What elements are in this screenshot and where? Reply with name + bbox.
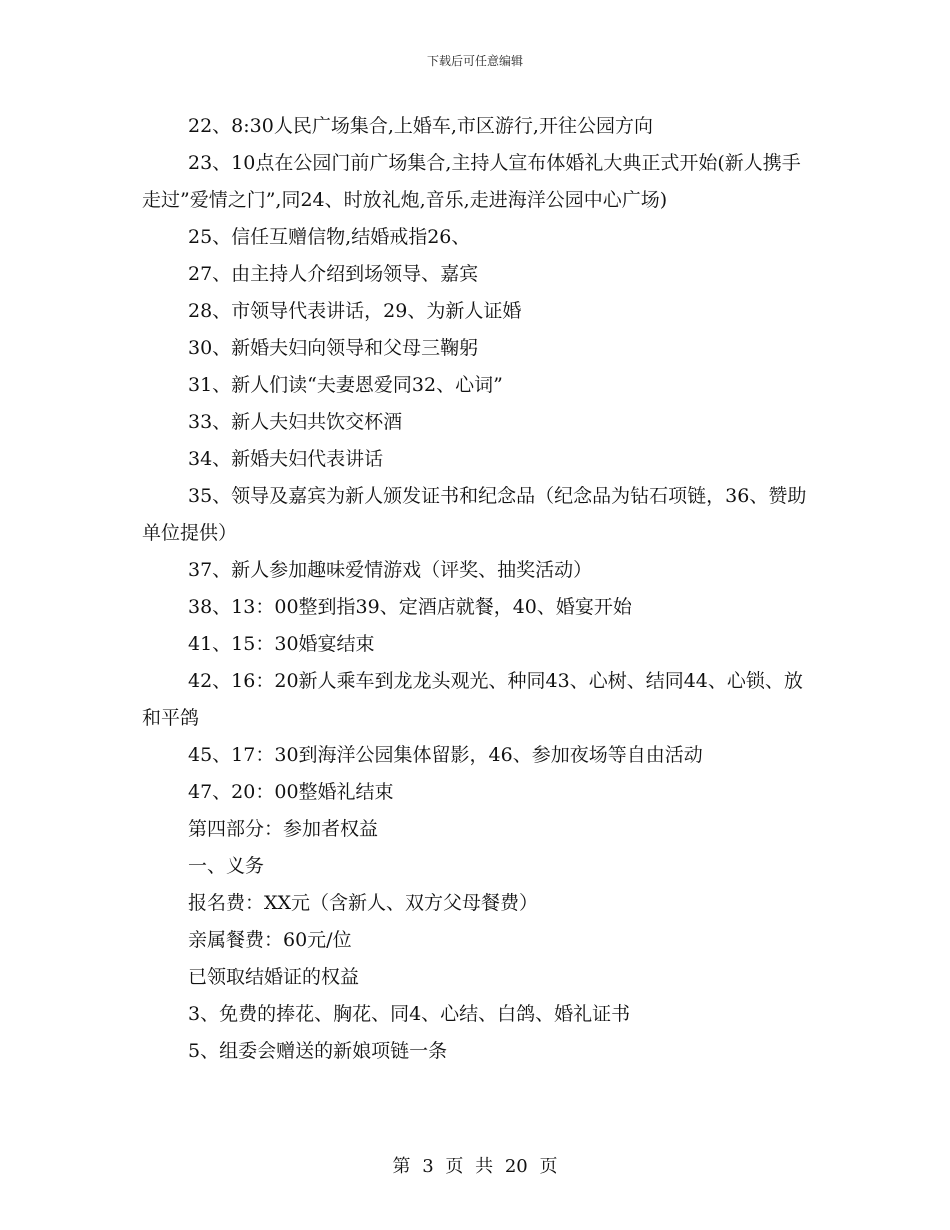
paragraph: 报名费：XX元（含新人、双方父母餐费） xyxy=(188,892,539,914)
paragraph: 34、新婚夫妇代表讲话 xyxy=(188,448,384,470)
page-footer: 第 3 页 共 20 页 xyxy=(392,1156,558,1177)
page-header: 下载后可任意编辑 xyxy=(426,54,523,68)
paragraph: 5、组委会赠送的新娘项链一条 xyxy=(188,1040,448,1062)
section-heading: 第四部分：参加者权益 xyxy=(188,818,379,840)
paragraph: 亲属餐费：60元/位 xyxy=(188,929,352,951)
paragraph: 一、义务 xyxy=(188,855,265,877)
paragraph: 3、免费的捧花、胸花、同4、心结、白鸽、婚礼证书 xyxy=(188,1003,631,1025)
paragraph: 22、8:30人民广场集合,上婚车,市区游行,开往公园方向 xyxy=(188,115,653,137)
paragraph: 38、13：00整到指39、定酒店就餐，40、婚宴开始 xyxy=(188,596,632,618)
paragraph: 41、15：30婚宴结束 xyxy=(188,633,375,655)
paragraph: 33、新人夫妇共饮交杯酒 xyxy=(188,411,403,433)
paragraph: 45、17：30到海洋公园集体留影，46、参加夜场等自由活动 xyxy=(188,744,703,766)
paragraph: 25、信任互赠信物,结婚戒指26、 xyxy=(188,226,471,248)
paragraph: 42、16：20新人乘车到龙龙头观光、种同43、心树、结同44、心锁、放和平鸽 xyxy=(142,670,803,729)
paragraph: 30、新婚夫妇向领导和父母三鞠躬 xyxy=(188,337,479,359)
paragraph: 27、由主持人介绍到场领导、嘉宾 xyxy=(188,263,479,285)
paragraph: 37、新人参加趣味爱情游戏（评奖、抽奖活动） xyxy=(188,559,593,581)
paragraph: 35、领导及嘉宾为新人颁发证书和纪念品（纪念品为钻石项链，36、赞助单位提供） xyxy=(142,485,807,544)
paragraph: 已领取结婚证的权益 xyxy=(188,966,360,988)
paragraph: 28、市领导代表讲话，29、为新人证婚 xyxy=(188,300,522,322)
paragraph: 31、新人们读“夫妻恩爱同32、心词” xyxy=(188,374,503,396)
document-body xyxy=(142,108,812,1070)
paragraph: 47、20：00整婚礼结束 xyxy=(188,781,394,803)
paragraph: 23、10点在公园门前广场集合,主持人宣布体婚礼大典正式开始(新人携手走过”爱情之门”,同24、时放礼炮,音乐,走进海洋公园中心广场) xyxy=(142,152,801,211)
